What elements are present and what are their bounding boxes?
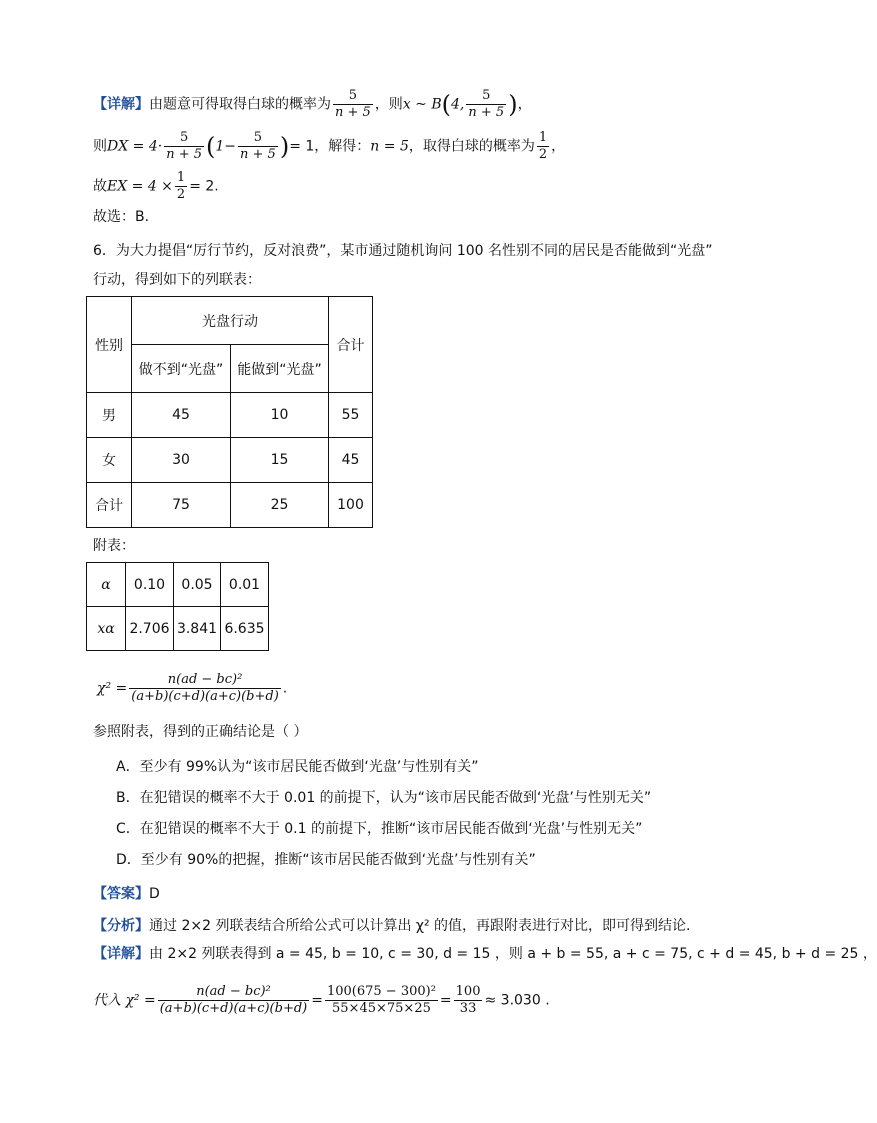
option-d: D．至少有 90%的把握，推断“该市居民能否做到‘光盘’与性别有关” bbox=[116, 852, 536, 868]
appendix-label: 附表： bbox=[93, 538, 135, 554]
detail-text: 则 bbox=[93, 138, 107, 155]
option-a: A．至少有 99%认为“该市居民能否做到‘光盘’与性别有关” bbox=[116, 759, 479, 775]
answer-line bbox=[93, 884, 160, 904]
fraction: $\frac{\text{n(ad − bc)²}}{(a+b)(c+d)(a+c)(b+d)}$ bbox=[159, 984, 308, 1016]
fraction: $\frac{\text{n(ad − bc)²}}{(a+b)(c+d)(a+c)(b+d)}$ bbox=[131, 672, 279, 704]
detail-line-3 bbox=[93, 170, 219, 203]
fraction: $\frac{5}{n + 5}$ bbox=[468, 88, 505, 120]
fraction: $\frac{5}{n + 5}$ bbox=[335, 88, 371, 120]
cell: 100 bbox=[329, 483, 373, 528]
cell: 0.10 bbox=[126, 563, 174, 607]
question-line-1: 6．为大力提倡“厉行节约，反对浪费”，某市通过随机询问 100 名性别不同的居民是否能做到“光盘” bbox=[93, 243, 713, 259]
cell: 25 bbox=[231, 483, 329, 528]
choice-line: 故选：B. bbox=[93, 209, 150, 225]
punct: . bbox=[282, 680, 288, 697]
cell: 75 bbox=[132, 483, 231, 528]
cell: xα bbox=[87, 607, 126, 651]
detail2-line-1 bbox=[93, 944, 877, 964]
detail2-tag: 【详解】 bbox=[93, 946, 149, 962]
header-gender: 性别 bbox=[87, 297, 132, 393]
detail-text: ，则 bbox=[374, 96, 403, 113]
chi-square-formula bbox=[97, 672, 287, 705]
detail-text: 由题意可得取得白球的概率为 bbox=[149, 96, 331, 113]
appendix-table bbox=[86, 562, 269, 651]
cell: 10 bbox=[231, 393, 329, 438]
answer-value: D bbox=[149, 886, 160, 902]
paren: ( bbox=[441, 90, 452, 119]
answer-tag: 【答案】 bbox=[93, 886, 149, 902]
cell: 45 bbox=[132, 393, 231, 438]
fraction: $\frac{5}{n + 5}$ bbox=[166, 130, 202, 162]
math-expr: χ² = bbox=[97, 680, 128, 697]
table-row bbox=[87, 483, 373, 528]
math-expr: DX = 4· bbox=[107, 138, 163, 155]
fraction: $\frac{5}{n + 5}$ bbox=[240, 130, 276, 162]
paren: ) bbox=[508, 90, 518, 119]
contingency-table bbox=[86, 296, 373, 528]
header-cannot: 做不到“光盘” bbox=[132, 345, 231, 393]
row-label: 女 bbox=[87, 438, 132, 483]
cell: 45 bbox=[329, 438, 373, 483]
cell: 0.01 bbox=[221, 563, 269, 607]
cell: 6.635 bbox=[221, 607, 269, 651]
cell: 30 bbox=[132, 438, 231, 483]
detail-line-1 bbox=[93, 88, 532, 121]
paren: ) bbox=[279, 132, 290, 161]
math-expr: n = 5 bbox=[370, 138, 409, 155]
punct: ， bbox=[551, 138, 566, 155]
question-prompt: 参照附表，得到的正确结论是（ ） bbox=[93, 724, 308, 740]
header-total: 合计 bbox=[329, 297, 373, 393]
detail-text: 故 bbox=[93, 178, 107, 195]
header-can: 能做到“光盘” bbox=[231, 345, 329, 393]
detail-text: = 1，解得： bbox=[289, 138, 371, 155]
cell: 2.706 bbox=[126, 607, 174, 651]
detail-tag: 【详解】 bbox=[93, 96, 149, 113]
table-row bbox=[87, 393, 373, 438]
fraction: $\frac{1}{2}$ bbox=[176, 170, 186, 202]
paren: ( bbox=[206, 132, 216, 161]
math-expr: EX = 4 × bbox=[107, 178, 173, 195]
row-label: 合计 bbox=[87, 483, 132, 528]
table-row bbox=[87, 607, 269, 651]
detail2-text: 由 2×2 列联表得到 a = 45, b = 10, c = 30, d = 15 ，则 a + b = 55, a + c = 75, c + d = 45, b + d = 25 ， bbox=[149, 946, 877, 962]
question-line-2: 行动，得到如下的列联表： bbox=[93, 272, 261, 288]
fraction: $\frac{1}{2}$ bbox=[538, 130, 548, 162]
detail-text: ，取得白球的概率为 bbox=[408, 138, 535, 155]
math-expr: = 2. bbox=[189, 178, 219, 195]
math-expr: 4, bbox=[451, 96, 465, 113]
punct: ， bbox=[517, 96, 532, 113]
analysis-text: 通过 2×2 列联表结合所给公式可以计算出 χ² 的值，再跟附表进行对比，即可得到结论. bbox=[149, 918, 691, 934]
math-expr: 1− bbox=[215, 138, 237, 155]
cell: 3.841 bbox=[174, 607, 221, 651]
cell: 0.05 bbox=[174, 563, 221, 607]
row-label: 男 bbox=[87, 393, 132, 438]
option-c: C．在犯错误的概率不大于 0.1 的前提下，推断“该市居民能否做到‘光盘’与性别无关” bbox=[116, 821, 643, 837]
analysis-tag: 【分析】 bbox=[93, 918, 149, 934]
math-expr: ≈ 3.030 . bbox=[484, 992, 550, 1009]
math-expr: x ~ B bbox=[402, 96, 442, 113]
fraction: $\frac{100}{33}$ bbox=[455, 984, 481, 1016]
cell: 55 bbox=[329, 393, 373, 438]
math-expr: = bbox=[311, 992, 323, 1009]
option-b: B．在犯错误的概率不大于 0.01 的前提下，认为“该市居民能否做到‘光盘’与性别无关” bbox=[116, 790, 652, 806]
table-row bbox=[87, 438, 373, 483]
table-row bbox=[87, 563, 269, 607]
detail2-line-2 bbox=[93, 984, 550, 1017]
math-expr: 代入 χ² = bbox=[93, 992, 156, 1009]
header-group: 光盘行动 bbox=[132, 297, 329, 345]
analysis-line bbox=[93, 916, 691, 936]
fraction: $\frac{\text{100(675 − 300)²}}{55\times 45\times 75\times 25}$ bbox=[326, 984, 436, 1016]
math-expr: = bbox=[439, 992, 452, 1009]
cell: α bbox=[87, 563, 126, 607]
cell: 15 bbox=[231, 438, 329, 483]
detail-line-2 bbox=[93, 130, 565, 163]
